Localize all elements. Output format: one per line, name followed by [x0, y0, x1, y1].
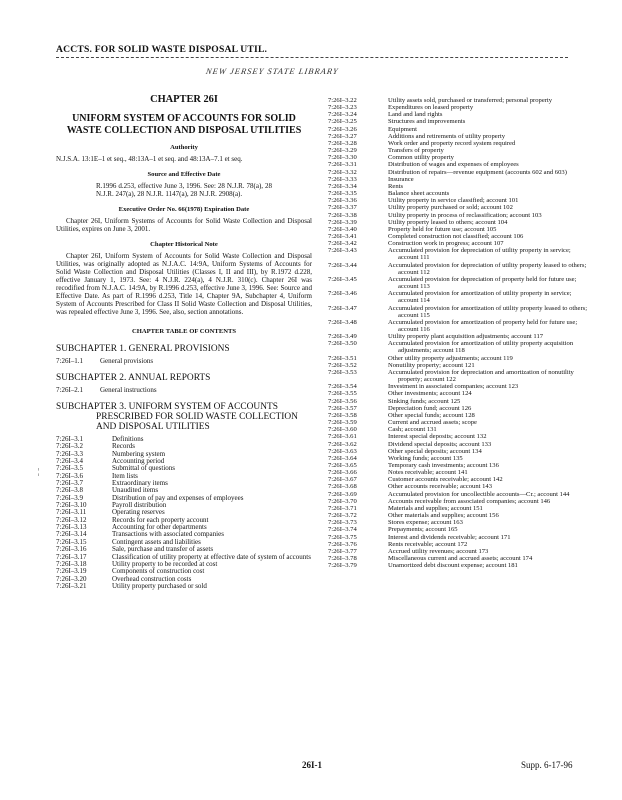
- section-title: Interest special deposits; account 132: [388, 433, 487, 441]
- section-number: 7:26I–3.20: [56, 574, 87, 583]
- toc-row: [56, 386, 312, 394]
- toc-row: [328, 219, 590, 226]
- section-number: 7:26I–3.79: [328, 562, 357, 570]
- toc-row: [328, 505, 590, 512]
- section-number: 7:26I–3.21: [56, 581, 87, 590]
- section-title: Notes receivable; account 141: [388, 469, 468, 477]
- section-title: Other utility property adjustments; account 119: [388, 354, 513, 362]
- toc-row: [328, 233, 590, 240]
- section-number: 7:26I–3.28: [328, 139, 357, 147]
- source-text: R.1996 d.253, effective June 3, 1996. See: 28 N.J.R. 78(a), 28 N.J.R. 247(a), 28 N.J.R. 1147(a), 28 N.J.R. 2908(a).: [96, 182, 272, 198]
- margin-mark: ¦: [38, 467, 40, 476]
- toc-row: [328, 398, 590, 405]
- section-title: Insurance: [388, 175, 414, 183]
- section-title: Work order and property record system required: [388, 139, 516, 147]
- section-number: 7:26I–3.31: [328, 161, 357, 169]
- toc-row: [328, 519, 590, 526]
- toc-row: [328, 548, 590, 555]
- toc-row: [328, 226, 590, 233]
- section-title: Accumulated provision for amortization of utility property in service; account 114: [388, 290, 572, 305]
- header-rule: [56, 57, 568, 58]
- section-number: 7:26I–3.43: [328, 247, 357, 255]
- section-number: 7:26I–3.12: [56, 515, 87, 524]
- toc-row: [328, 498, 590, 505]
- section-title: Temporary cash investments; account 136: [388, 461, 499, 469]
- toc-row: [56, 458, 312, 465]
- section-title: Land and land rights: [388, 111, 443, 119]
- toc-row: [56, 480, 312, 487]
- toc-row: [328, 190, 590, 197]
- section-number: 7:26I–3.78: [328, 555, 357, 562]
- section-number: 7:26I–3.63: [328, 447, 357, 455]
- section-title: Accumulated provision for amortization of property held for future use; account 116: [388, 318, 578, 333]
- section-title: Other special funds; account 128: [388, 411, 475, 419]
- subchapter-3-heading: SUBCHAPTER 3. UNIFORM SYSTEM OF ACCOUNTS PRESCRIBED FOR SOLID WASTE COLLECTION AND DISPOSAL UTILITIES: [56, 402, 298, 432]
- section-title: Accumulated provision for amortization of utility property leased to others; account 115: [388, 304, 588, 319]
- section-number: 7:26I–3.51: [328, 354, 357, 362]
- section-title: Cash; account 131: [388, 426, 437, 434]
- section-number: 7:26I–3.56: [328, 397, 357, 405]
- toc-row: [328, 433, 590, 440]
- section-number: 7:26I–3.55: [328, 390, 357, 398]
- section-title: Accumulated provision for depreciation of property held for future use; account 113: [388, 275, 577, 291]
- section-number: 7:26I–3.69: [328, 490, 357, 498]
- exec-order-heading: Executive Order No. 66(1978) Expiration Date: [118, 206, 250, 213]
- section-number: 7:26I–3.45: [328, 275, 357, 283]
- section-number: 7:26I–3.59: [328, 419, 357, 427]
- section-number: 7:26I–3.49: [328, 333, 357, 341]
- section-number: 7:26I–3.18: [56, 559, 87, 568]
- section-number: 7:26I–3.15: [56, 537, 87, 546]
- toc-heading: CHAPTER TABLE OF CONTENTS: [131, 328, 237, 335]
- section-title: Equipment: [388, 125, 417, 133]
- section-title: Records: [112, 442, 135, 451]
- section-title: Utility property purchased or sold: [112, 581, 207, 590]
- section-number: 7:26I–3.71: [328, 504, 357, 512]
- right-column: [328, 97, 590, 569]
- section-title: Distribution of wages and expenses of employees: [388, 161, 519, 169]
- toc-row: [328, 383, 590, 390]
- toc-row: [328, 183, 590, 190]
- section-title: Other materials and supplies; account 156: [388, 512, 499, 520]
- section-title: Rents receivable; account 172: [388, 540, 468, 548]
- section-number: 7:26I–3.62: [328, 440, 357, 448]
- section-title: Interest and dividends receivable; account 171: [388, 533, 511, 541]
- toc-row: [328, 355, 590, 362]
- section-number: 7:26I–3.44: [328, 261, 357, 269]
- library-stamp: NEW JERSEY STATE LIBRARY: [205, 66, 340, 76]
- section-title: Accrued utility revenues; account 173: [388, 547, 489, 555]
- historical-note-text: Chapter 26I, Uniform System of Accounts for Solid Waste Collection and Disposal Utilities, was originally adopted as N.J.A.C. 14:9A, Uniform Systems of Accounts for Solid Waste Collection and Disposal Utilities (Classes I, II and III), by R.1972 d.228, effective January 1, 1973. See: 4 N.J.R. 224(a), 4 N.J.R. 310(c). Chapter 26I was recodified from N.J.A.C. 14:9A, by R.1996 d.253, effective June 3, 1996. See: Source and Effective Date. As part of R.1996 d.253, Title 14, Chapter 9A, Subchapter 4, Uniform System of Accounts Prescribed for Class II Solid Waste Collection and Disposal Utilities, was repealed effective June 3, 1996. See, also, section annotations.: [56, 252, 312, 316]
- section-number: 7:26I–1.1: [56, 357, 84, 365]
- section-number: 7:26I–3.3: [56, 449, 84, 458]
- section-title: General instructions: [100, 386, 157, 394]
- running-header: ACCTS. FOR SOLID WASTE DISPOSAL UTIL.: [56, 44, 268, 55]
- section-title: Utility property purchased or sold; account 102: [388, 204, 513, 212]
- section-title: Accounts receivable from associated companies; account 146: [388, 497, 551, 505]
- section-number: 7:26I–3.58: [328, 411, 357, 419]
- section-number: 7:26I–3.22: [328, 97, 357, 104]
- section-title: Records for each property account: [112, 515, 209, 524]
- section-title: Structures and improvements: [388, 118, 466, 126]
- section-title: Other accounts receivable; account 143: [388, 483, 492, 491]
- section-title: Common utility property: [388, 154, 454, 162]
- section-number: 7:26I–3.42: [328, 240, 357, 248]
- toc-row: [328, 455, 590, 462]
- source-heading: Source and Effective Date: [147, 171, 221, 178]
- section-title: Other special deposits; account 134: [388, 447, 482, 455]
- section-number: 7:26I–3.72: [328, 512, 357, 520]
- toc-row: [56, 436, 312, 443]
- toc-row: [328, 212, 590, 219]
- section-number: 7:26I–3.47: [328, 304, 357, 312]
- toc-row: [56, 465, 312, 472]
- section-number: 7:26I–3.70: [328, 497, 357, 505]
- section-number: 7:26I–3.67: [328, 476, 357, 484]
- toc-row: [328, 147, 590, 154]
- section-title: Working funds; account 135: [388, 454, 463, 462]
- section-number: 7:26I–3.27: [328, 132, 357, 140]
- section-title: Customer accounts receivable; account 142: [388, 476, 503, 484]
- toc-row: [328, 305, 590, 319]
- section-number: 7:26I–3.46: [328, 290, 357, 298]
- section-number: 7:26I–3.65: [328, 461, 357, 469]
- section-title: Definitions: [112, 435, 144, 443]
- toc-row: [328, 541, 590, 548]
- toc-row: [328, 133, 590, 140]
- toc-row: [328, 140, 590, 147]
- section-number: 7:26I–3.64: [328, 454, 357, 462]
- toc-row: [328, 469, 590, 476]
- section-number: 7:26I–3.34: [328, 182, 357, 190]
- toc-row: [328, 362, 590, 369]
- section-number: 7:26I–3.4: [56, 457, 84, 466]
- toc-row: [56, 357, 312, 365]
- section-title: Utility property leased to others; account 104: [388, 218, 508, 226]
- toc-row: [328, 126, 590, 133]
- section-title: Accumulated provision for depreciation of utility property leased to others; account 112: [388, 261, 587, 276]
- toc-row: [328, 534, 590, 541]
- section-title: Components of construction cost: [112, 567, 205, 576]
- toc-row: [328, 412, 590, 419]
- section-title: Depreciation fund; account 126: [388, 404, 472, 412]
- section-title: Balance sheet accounts: [388, 190, 450, 198]
- section-number: 7:26I–3.14: [56, 530, 87, 539]
- section-number: 7:26I–3.74: [328, 526, 357, 534]
- chapter-number: CHAPTER 26I: [150, 94, 218, 105]
- section-number: 7:26I–3.68: [328, 483, 357, 491]
- section-title: Nonutility property; account 121: [388, 361, 475, 369]
- toc-row: [328, 204, 590, 211]
- toc-row: [56, 495, 312, 502]
- section-title: Dividend special deposits; account 133: [388, 440, 492, 448]
- section-title: Item lists: [112, 471, 138, 480]
- section-number: 7:26I–3.1: [56, 435, 84, 443]
- section-title: Prepayments; account 165: [388, 526, 458, 534]
- toc-row: [328, 491, 590, 498]
- section-number: 7:26I–3.66: [328, 469, 357, 477]
- section-number: 7:26I–3.54: [328, 383, 357, 391]
- section-title: Additions and retirements of utility property: [388, 132, 506, 140]
- section-number: 7:26I–3.13: [56, 523, 87, 532]
- authority-heading: Authority: [170, 144, 198, 151]
- section-title: General provisions: [100, 357, 154, 365]
- section-title: Accumulated provision for amortization of utility property acquisition adjustments; account 118: [388, 340, 574, 355]
- toc-row: [328, 262, 590, 276]
- toc-row: [328, 419, 590, 426]
- toc-row: [328, 448, 590, 455]
- section-number: 7:26I–3.7: [56, 479, 84, 488]
- section-title: Overhead construction costs: [112, 574, 192, 583]
- section-title: Stores expense; account 163: [388, 519, 463, 527]
- section-number: 7:26I–3.11: [56, 508, 87, 517]
- section-title: Accounting period: [112, 457, 165, 466]
- section-title: Extraordinary items: [112, 479, 168, 488]
- section-number: 7:26I–2.1: [56, 386, 84, 394]
- section-number: 7:26I–3.39: [328, 218, 357, 226]
- toc-row: [328, 555, 590, 562]
- section-number: 7:26I–3.32: [328, 168, 357, 176]
- section-number: 7:26I–3.48: [328, 318, 357, 326]
- toc-row: [328, 426, 590, 433]
- section-number: 7:26I–3.5: [56, 464, 84, 473]
- section-number: 7:26I–3.19: [56, 567, 87, 576]
- section-title: Payroll distribution: [112, 501, 167, 510]
- section-number: 7:26I–3.9: [56, 493, 84, 502]
- page-number: 26I-1: [302, 760, 322, 770]
- section-number: 7:26I–3.33: [328, 175, 357, 183]
- toc-row: [328, 476, 590, 483]
- toc-row: [56, 473, 312, 480]
- toc-row: [328, 562, 590, 569]
- section-number: 7:26I–3.8: [56, 486, 84, 495]
- section-title: Miscellaneous current and accrued assets; account 174: [388, 555, 533, 562]
- toc-row: [328, 333, 590, 340]
- section-title: Sale, purchase and transfer of assets: [112, 545, 214, 554]
- toc-row: [328, 154, 590, 161]
- section-title: Expenditures on leased property: [388, 104, 474, 112]
- section-number: 7:26I–3.57: [328, 404, 357, 412]
- section-number: 7:26I–3.6: [56, 471, 84, 480]
- section-number: 7:26I–3.25: [328, 118, 357, 126]
- section-title: Rents: [388, 182, 404, 190]
- section-number: 7:26I–3.61: [328, 433, 357, 441]
- section-number: 7:26I–3.73: [328, 519, 357, 527]
- toc-row: [328, 369, 590, 383]
- toc-row: [328, 169, 590, 176]
- toc-row: [328, 290, 590, 304]
- section-title: Utility property plant acquisition adjustments; account 117: [388, 333, 544, 341]
- toc-row: [56, 502, 312, 509]
- section-title: Distribution of repairs—revenue equipment (accounts 602 and 603): [388, 168, 567, 176]
- toc-row: [328, 111, 590, 118]
- section-number: 7:26I–3.60: [328, 426, 357, 434]
- section-title: Completed construction not classified; account 106: [388, 232, 524, 240]
- toc-row: [328, 176, 590, 183]
- subchapter-3-list: [56, 436, 312, 590]
- section-number: 7:26I–3.36: [328, 197, 357, 205]
- section-title: Accounting for other departments: [112, 523, 207, 532]
- section-number: 7:26I–3.35: [328, 190, 357, 198]
- section-number: 7:26I–3.10: [56, 501, 87, 510]
- section-title: Sinking funds; account 125: [388, 397, 461, 405]
- toc-row: [328, 441, 590, 448]
- subchapter-2-heading: SUBCHAPTER 2. ANNUAL REPORTS: [56, 373, 211, 383]
- historical-note-heading: Chapter Historical Note: [150, 241, 218, 248]
- section-number: 7:26I–3.41: [328, 232, 357, 240]
- section-number: 7:26I–3.2: [56, 442, 84, 451]
- toc-row: [328, 276, 590, 290]
- section-title: Accumulated provision for depreciation of utility property in service; account 111: [388, 247, 571, 262]
- section-title: Accumulated provision for uncollectible accounts—Cr.; account 144: [388, 490, 570, 498]
- toc-row: [328, 526, 590, 533]
- left-column: [56, 96, 312, 590]
- section-number: 7:26I–3.75: [328, 533, 357, 541]
- section-title: Accumulated provision for depreciation and amortization of nonutility property; account 122: [388, 368, 574, 384]
- section-number: 7:26I–3.53: [328, 368, 357, 376]
- section-title: Contingent assets and liabilities: [112, 537, 201, 546]
- toc-row: [56, 583, 312, 590]
- toc-row: [328, 319, 590, 333]
- section-title: Transactions with associated companies: [112, 530, 224, 539]
- section-number: 7:26I–3.77: [328, 547, 357, 555]
- toc-row: [56, 443, 312, 450]
- section-title: Utility property in process of reclassification; account 103: [388, 211, 542, 219]
- toc-row: [328, 118, 590, 125]
- section-title: Unaudited items: [112, 486, 159, 495]
- toc-row: [328, 405, 590, 412]
- toc-row: [328, 340, 590, 354]
- section-number: 7:26I–3.38: [328, 211, 357, 219]
- section-title: Submittal of questions: [112, 464, 175, 473]
- section-title: Unamortized debt discount expense; account 181: [388, 562, 518, 570]
- toc-row: [328, 104, 590, 111]
- toc-row: [328, 483, 590, 490]
- toc-row: [328, 390, 590, 397]
- toc-row: [328, 247, 590, 261]
- section-title: Utility assets sold, purchased or transferred; personal property: [388, 97, 553, 104]
- section-title: Classification of utility property at effective date of system of accounts: [112, 552, 311, 561]
- toc-row: [328, 462, 590, 469]
- section-title: Utility property to be recorded at cost: [112, 559, 218, 568]
- section-number: 7:26I–3.37: [328, 204, 357, 212]
- section-title: Operating reserves: [112, 508, 165, 517]
- section-title: Current and accrued assets; scope: [388, 419, 477, 427]
- section-title: Utility property in service classified; account 101: [388, 197, 519, 205]
- subchapter-1-heading: SUBCHAPTER 1. GENERAL PROVISIONS: [56, 344, 230, 354]
- authority-text: N.J.S.A. 13:1E–1 et seq., 48:13A–1 et seq. and 48:13A–7.1 et seq.: [56, 155, 243, 163]
- section-number: 7:26I–3.23: [328, 104, 357, 112]
- section-number: 7:26I–3.50: [328, 340, 357, 348]
- section-number: 7:26I–3.26: [328, 125, 357, 133]
- section-number: 7:26I–3.24: [328, 111, 357, 119]
- section-number: 7:26I–3.30: [328, 154, 357, 162]
- section-title: Construction work in progress; account 107: [388, 240, 504, 248]
- subchapter-3-continued-list: [328, 97, 590, 569]
- section-number: 7:26I–3.16: [56, 545, 87, 554]
- toc-row: [328, 161, 590, 168]
- section-title: Distribution of pay and expenses of employees: [112, 493, 244, 502]
- section-title: Transfers of property: [388, 147, 444, 155]
- section-title: Numbering system: [112, 449, 166, 458]
- toc-row: [328, 240, 590, 247]
- supplement-date: Supp. 6-17-96: [521, 760, 573, 770]
- section-number: 7:26I–3.76: [328, 540, 357, 548]
- section-number: 7:26I–3.29: [328, 147, 357, 155]
- toc-row: [56, 451, 312, 458]
- section-title: Materials and supplies; account 151: [388, 504, 483, 512]
- section-title: Investment in associated companies; account 123: [388, 383, 519, 391]
- section-number: 7:26I–3.52: [328, 361, 357, 369]
- toc-row: [328, 197, 590, 204]
- chapter-title: UNIFORM SYSTEM OF ACCOUNTS FOR SOLID WASTE COLLECTION AND DISPOSAL UTILITIES: [66, 113, 302, 136]
- section-number: 7:26I–3.17: [56, 552, 87, 561]
- exec-order-text: Chapter 26I, Uniform Systems of Accounts for Solid Waste Collection and Disposal Utilities, expires on June 3, 2001.: [56, 217, 312, 233]
- toc-row: [328, 97, 590, 104]
- section-title: Other investments; account 124: [388, 390, 472, 398]
- section-number: 7:26I–3.40: [328, 225, 357, 233]
- section-title: Property held for future use; account 105: [388, 225, 497, 233]
- toc-row: [328, 512, 590, 519]
